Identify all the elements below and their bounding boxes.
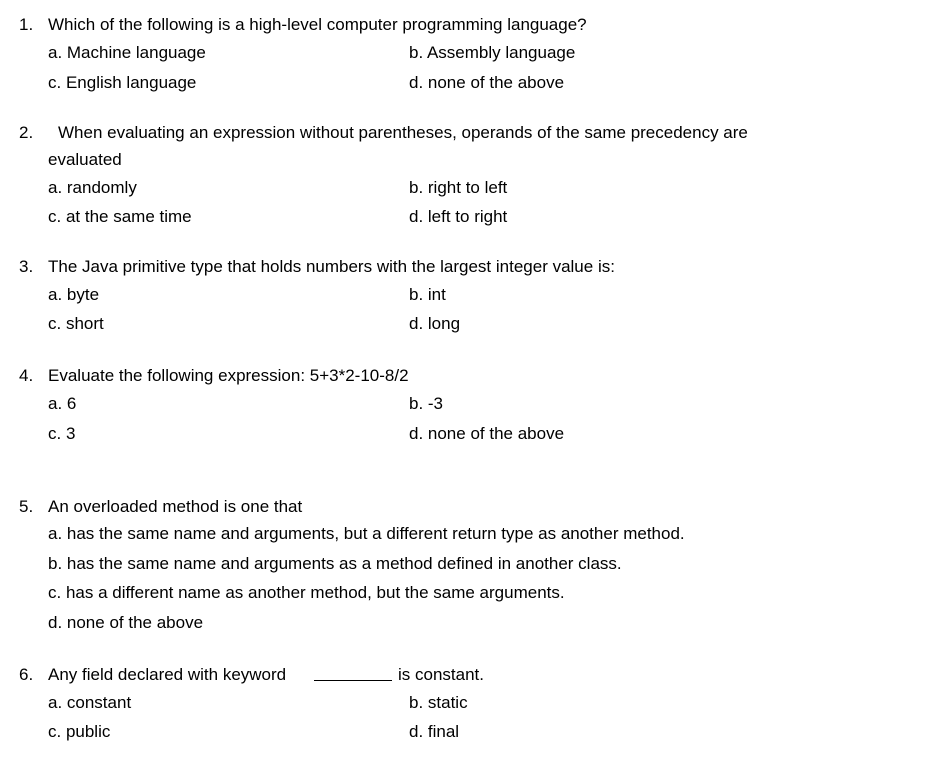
option-d: d. long: [409, 314, 461, 333]
option-c: c. 3: [48, 424, 76, 443]
question-stem: When evaluating an expression without parentheses, operands of the same precedency are: [58, 123, 748, 142]
option-c: c. at the same time: [48, 207, 192, 226]
question-stem-after: is constant.: [398, 665, 484, 684]
option-a: a. byte: [48, 285, 100, 304]
option-a: a. has the same name and arguments, but a different return type as another method.: [48, 524, 685, 543]
option-a: a. 6: [48, 394, 77, 413]
option-a: a. randomly: [48, 178, 137, 197]
option-c: c. English language: [48, 73, 197, 92]
question-stem: Which of the following is a high-level computer programming language?: [48, 15, 587, 34]
question-number: 1.: [19, 15, 34, 34]
question-stem: Evaluate the following expression: 5+3*2-10-8/2: [48, 366, 409, 385]
option-d: d. left to right: [409, 207, 508, 226]
option-c: c. public: [48, 722, 111, 741]
option-b: b. Assembly language: [409, 43, 576, 62]
option-b: b. int: [409, 285, 446, 304]
option-a: a. constant: [48, 693, 132, 712]
question-stem: The Java primitive type that holds numbers with the largest integer value is:: [48, 257, 615, 276]
question-number: 6.: [19, 665, 34, 684]
option-c: c. short: [48, 314, 104, 333]
question-number: 3.: [19, 257, 34, 276]
question-number: 5.: [19, 497, 34, 516]
answer-blank: [314, 664, 392, 681]
option-a: a. Machine language: [48, 43, 206, 62]
option-d: d. final: [409, 722, 460, 741]
option-b: b. right to left: [409, 178, 508, 197]
option-b: b. -3: [409, 394, 444, 413]
question-stem: Any field declared with keyword: [48, 665, 287, 684]
option-b: b. has the same name and arguments as a method defined in another class.: [48, 554, 622, 573]
question-number: 2.: [19, 123, 34, 142]
option-b: b. static: [409, 693, 468, 712]
question-stem-continued: evaluated: [48, 150, 122, 169]
option-d: d. none of the above: [409, 424, 565, 443]
question-number: 4.: [19, 366, 34, 385]
question-stem: An overloaded method is one that: [48, 497, 303, 516]
option-c: c. has a different name as another method, but the same arguments.: [48, 583, 565, 602]
option-d: d. none of the above: [48, 613, 204, 632]
option-d: d. none of the above: [409, 73, 565, 92]
